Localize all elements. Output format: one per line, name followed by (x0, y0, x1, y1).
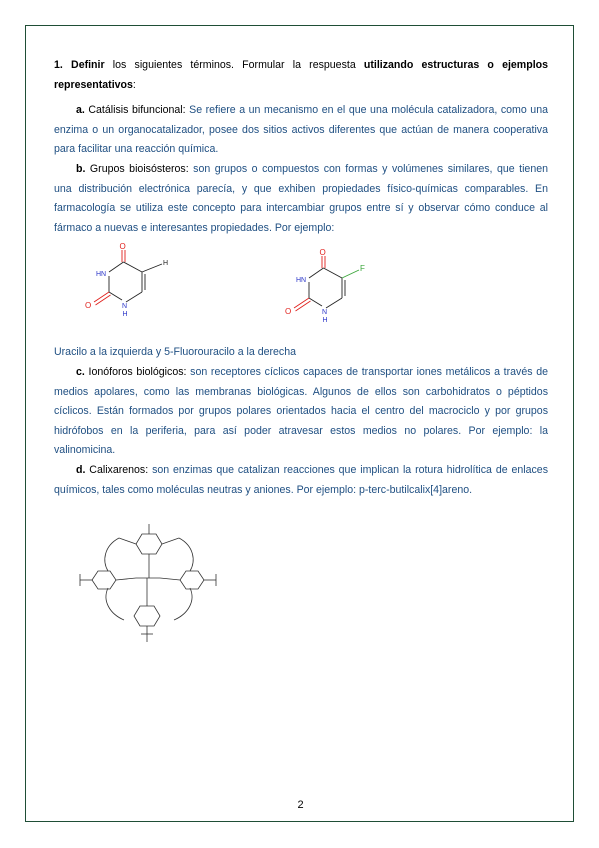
uracil-h-bottom: H (122, 311, 128, 319)
calixarene-structure (74, 516, 224, 646)
item-b-definition: son grupos o compuestos con formas y volúmenes similares, que tienen una distribución electrónica parecía, y que exhiben propiedades físico-químicas comparables. En farmacología se utiliza este concepto para intercambiar grupos entre sí y observar cómo conduce al fármaco a nuevas e interesantes propiedades. Por ejemplo: (54, 162, 549, 234)
item-a (54, 101, 548, 160)
question-heading (54, 56, 548, 95)
page-content (54, 56, 548, 646)
item-d-term: Calixarenos: (85, 463, 153, 476)
fluorouracil-nh-left: HN (296, 277, 307, 285)
fluorouracil-substituent: F (360, 264, 365, 274)
item-b (54, 160, 548, 238)
fluorouracil-o-top: O (319, 248, 326, 258)
calixarene-figure (54, 516, 548, 646)
item-d-letter: d. (76, 463, 86, 476)
item-c-term: Ionóforos biológicos: (84, 365, 191, 378)
page-number: 2 (297, 799, 304, 811)
question-end: : (132, 78, 136, 91)
item-a-letter: a. (76, 104, 85, 117)
fluorouracil-structure (280, 246, 390, 346)
page-frame (25, 25, 574, 822)
question-verb: Definir (71, 59, 105, 71)
item-d-definition: son enzimas que catalizan reacciones que implican la rotura hidrolítica de enlaces químicos, tales como moléculas neutras y aniones. Por ejemplo: p-terc-butilcalix[4]areno. (54, 463, 548, 496)
question-bold-tail: utilizando estructuras o ejemplos representativos (54, 59, 549, 91)
item-d (54, 461, 548, 500)
item-c-letter: c. (76, 365, 85, 378)
uracil-o-top: O (119, 242, 126, 252)
uracil-n-bottom: N (122, 303, 128, 311)
item-b-term: Grupos bioisósteros: (85, 162, 194, 175)
item-a-term: Catálisis bifuncional: (84, 104, 190, 117)
molecule-row (54, 238, 548, 343)
item-a-definition: Se refiere a un mecanismo en el que una molécula catalizadora, como una enzima o un organocatalizador, posee dos sitios activos diferentes que actúan de manera cooperativa para facilitar una reacción química. (54, 104, 548, 156)
uracil-substituent: H (163, 260, 169, 268)
question-text: los siguientes términos. Formular la respuesta (104, 59, 364, 71)
uracil-structure (80, 240, 190, 340)
item-c-definition: son receptores cíclicos capaces de transportar iones metálicos a través de medios apolares, como las membranas biológicas. Algunos de ellos son carbohidratos o péptidos cíclicos. Están formados por grupos polares orientados hacia el centro del macrociclo y por grupos hidrófobos en la periferia, para así poder atravesar estos medios no polares. Por ejemplo: la valinomicina. (54, 365, 548, 457)
fluorouracil-n-bottom: N (322, 309, 328, 317)
uracil-nh-left: HN (96, 271, 107, 279)
fluorouracil-h-bottom: H (322, 317, 328, 325)
item-b-caption: Uracilo a la izquierda y 5-Fluorouracilo a la derecha (54, 346, 297, 359)
item-c (54, 363, 548, 461)
uracil-o-left: O (85, 301, 92, 311)
item-b-letter: b. (76, 162, 86, 175)
fluorouracil-o-left: O (285, 307, 292, 317)
question-number: 1. (54, 59, 63, 71)
